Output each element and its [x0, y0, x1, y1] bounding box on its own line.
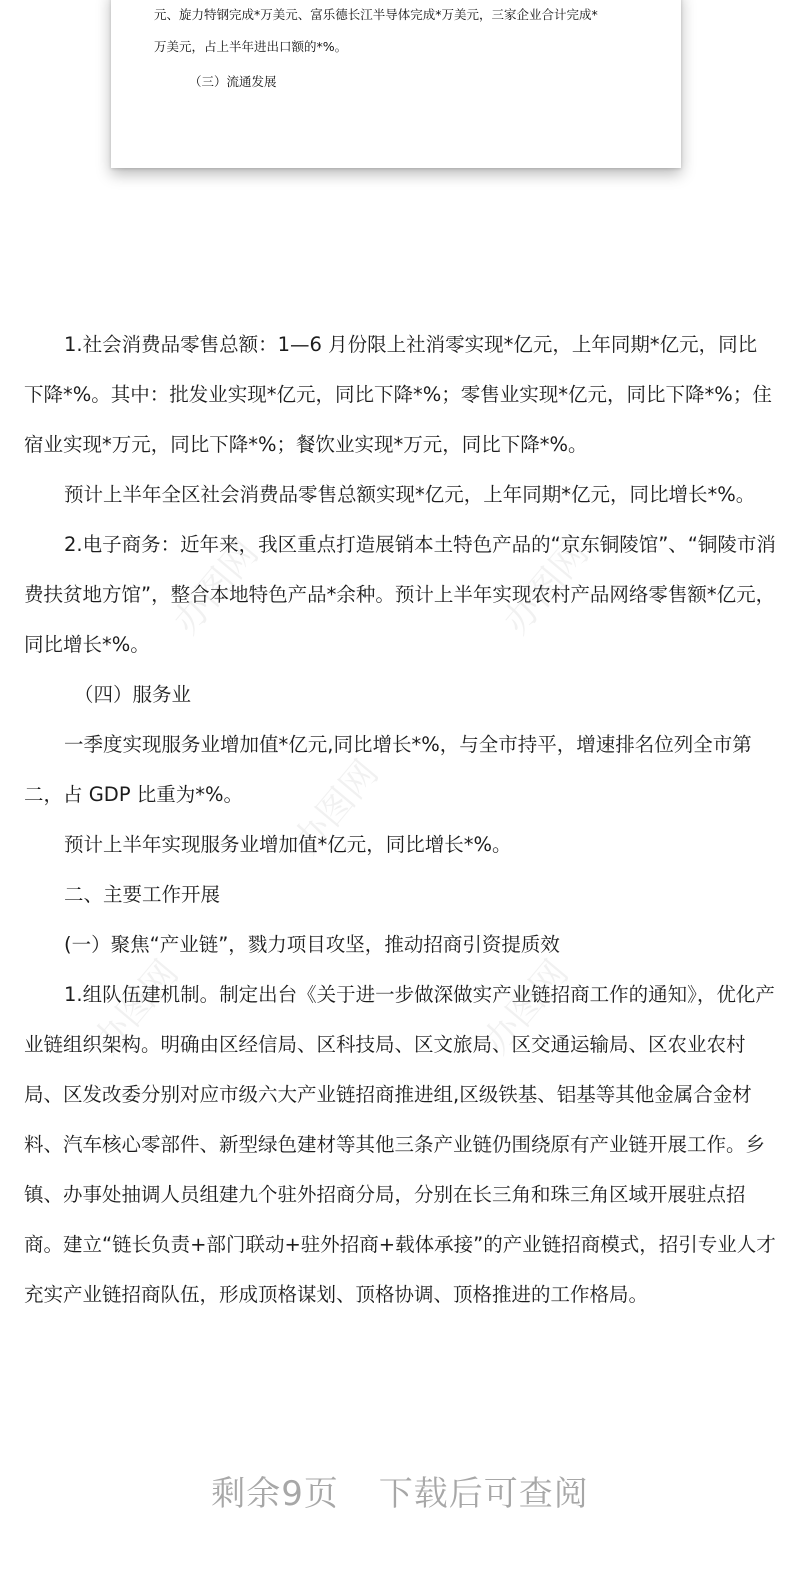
card-text-line: 万美元，占上半年进出口额的*%。: [154, 39, 348, 54]
subsection-heading-industry-chain: (一）聚焦“产业链”，戮力项目攻坚，推动招商引资提质效: [64, 933, 560, 956]
paragraph-ecommerce: 2.电子商务：近年来，我区重点打造展销本土特色产品的“京东铜陵馆”、“铜陵市消费扶贫地方馆”，整合本地特色产品*余种。预计上半年实现农村产品网络零售额*亿元，同比增长*%。: [24, 533, 776, 656]
watermark: 办图网: [165, 532, 267, 642]
section-heading-main-work: 二、主要工作开展: [64, 883, 221, 906]
remaining-pages-label: 剩余9页: [211, 1474, 339, 1514]
watermark: 办图网: [85, 952, 187, 1062]
paragraph-services-forecast: 预计上半年实现服务业增加值*亿元，同比增长*%。: [64, 833, 512, 856]
paragraph-retail-sales: 1.社会消费品零售总额：1—6 月份限上社消零实现*亿元，上年同期*亿元，同比下降*%。其中：批发业实现*亿元，同比下降*%；零售业实现*亿元，同比下降*%；住宿业实现*万元，同比下降*%；餐饮业实现*万元，同比下降*%。: [24, 333, 772, 456]
section-heading-services: （四）服务业: [74, 683, 192, 706]
card-section-heading: （三）流通发展: [189, 74, 277, 89]
watermark: 办图网: [495, 532, 597, 642]
watermark: 办图网: [285, 752, 387, 862]
paragraph-retail-forecast: 预计上半年全区社会消费品零售总额实现*亿元，上年同期*亿元，同比增长*%。: [64, 483, 756, 506]
paragraph-team-mechanism: 1.组队伍建机制。制定出台《关于进一步做深做实产业链招商工作的通知》，优化产业链组织架构。明确由区经信局、区科技局、区文旅局、区交通运输局、区农业农村局、区发改委分别对应市级六大产业链招商推进组,区级铁基、铝基等其他金属合金材料、汽车核心零部件、新型绿色建材等其他三条产业链仍围绕原有产业链开展工作。乡镇、办事处抽调人员组建九个驻外招商分局，分别在长三角和珠三角区域开展驻点招商。建立“链长负责+部门联动+驻外招商+载体承接”的产业链招商模式，招引专业人才充实产业链招商队伍，形成顶格谋划、顶格协调、顶格推进的工作格局。: [24, 983, 776, 1306]
watermark: 办图网: [475, 952, 577, 1062]
document-body: [24, 320, 776, 1320]
previous-page-card: [111, 0, 681, 168]
download-to-view-label: 下载后可查阅: [378, 1474, 589, 1514]
download-prompt[interactable]: [0, 1466, 800, 1515]
paragraph-services-q1: 一季度实现服务业增加值*亿元,同比增长*%，与全市持平，增速排名位列全市第二，占 GDP 比重为*%。: [24, 733, 752, 806]
card-text-line: 元、旋力特钢完成*万美元、富乐德长江半导体完成*万美元，三家企业合计完成*: [154, 7, 598, 22]
